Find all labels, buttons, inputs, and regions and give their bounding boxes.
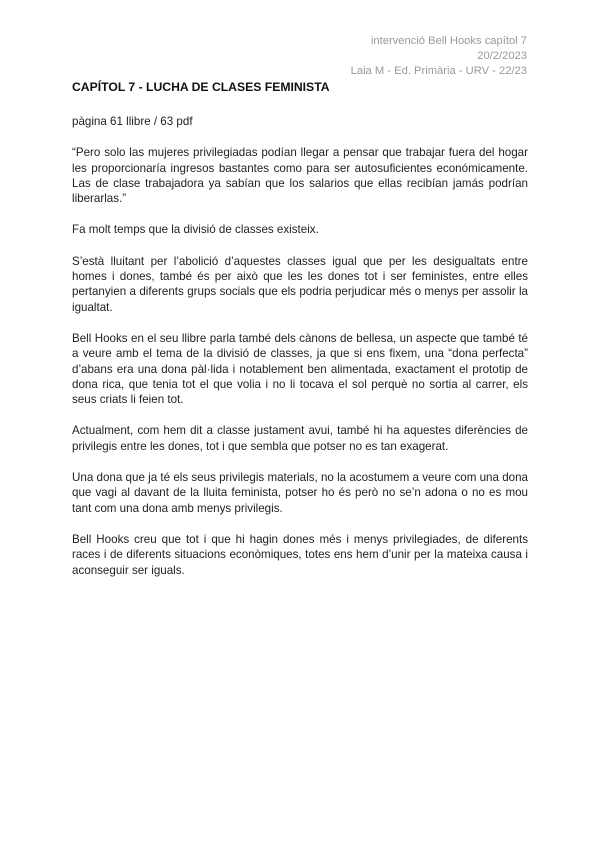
header-subject: intervenció Bell Hooks capítol 7 xyxy=(370,35,527,47)
header-author: Laia M - Ed. Primària - URV - 22/23 xyxy=(350,65,527,77)
paragraph-privileges: Una dona que ja té els seus privilegis materials, no la acostumem a veure com una dona que vagi al davant de la lluita feminista, potser ho és però no se’n adona o no es mou tant com una dona amb menys privilegis. xyxy=(72,471,528,515)
paragraph-beauty-canons: Bell Hooks en el seu llibre parla també dels cànons de bellesa, un aspecte que també té a veure amb el tema de la divisió de classes, ja que si ens fixem, una “dona perfecta” d’abans era una dona pàl·lida i notablement ben alimentada, exactament el prototip de dona rica, que tenia tot el que volia i no li tocava el sol perquè no sortia al carrer, els seus criats li feien tot. xyxy=(72,331,528,407)
paragraph-abolition: S’està lluitant per l’abolició d’aquestes classes igual que per les desigualtats entre homes i dones, també és per això que les les dones tot i ser feministes, entre elles pertanyien a diferents grups socials que els podria perjudicar més o menys per assolir la igualtat. xyxy=(72,254,528,314)
document-body xyxy=(72,114,528,594)
paragraph-class-division: Fa molt temps que la divisió de classes existeix. xyxy=(72,223,319,237)
header-date: 20/2/2023 xyxy=(477,50,527,62)
document-header xyxy=(351,34,527,79)
page-reference: pàgina 61 llibre / 63 pdf xyxy=(72,115,193,128)
quote-paragraph: “Pero solo las mujeres privilegiadas podían llegar a pensar que trabajar fuera del hogar les proporcionaría ingresos bastantes como para ser autosuficientes económicamente. Las de clase trabajadora ya sabían que los salarios que ellas recibían jamás podrían liberarlas.” xyxy=(72,146,528,206)
paragraph-conclusion: Bell Hooks creu que tot i que hi hagin dones més i menys privilegiades, de diferents races i de diferents situacions econòmiques, totes ens hem d’unir per la mateixa causa i aconseguir ser iguals. xyxy=(72,532,528,577)
paragraph-currently: Actualment, com hem dit a classe justament avui, també hi ha aquestes diferències de privilegis entre les dones, tot i que sembla que potser no es tan exagerat. xyxy=(72,424,528,453)
document-title: CAPÍTOL 7 - LUCHA DE CLASES FEMINISTA xyxy=(72,80,330,94)
